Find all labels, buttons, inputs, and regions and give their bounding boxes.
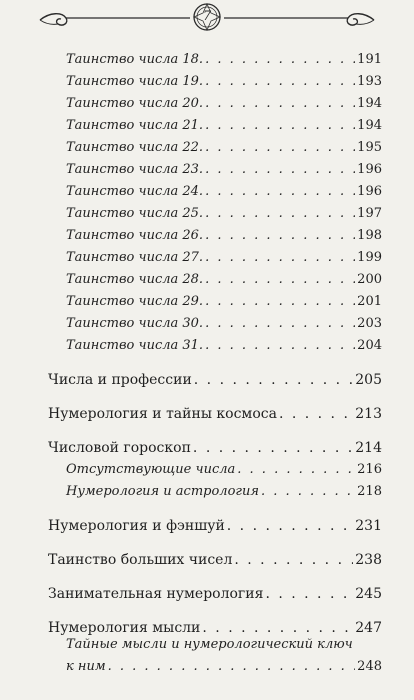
leader-dots [205,294,355,309]
leader-dots [205,118,355,133]
leader-dots [205,162,355,177]
leader-dots [205,206,355,221]
toc-entry-page: 214 [355,440,382,456]
toc-entry[interactable] [66,118,382,133]
toc-entry[interactable] [66,162,382,177]
toc-entry-title: Таинство числа 28. [66,272,204,287]
leader-dots [205,96,355,111]
toc-chapter-entry[interactable] [48,586,382,602]
leader-dots [227,518,353,534]
toc-entry-page: 231 [355,518,382,534]
leader-dots [205,74,355,89]
toc-entry[interactable] [66,659,382,674]
toc-entry[interactable] [66,316,382,331]
toc-entry-page: 218 [357,484,382,499]
toc-entry-page: 193 [357,74,382,89]
toc-entry[interactable] [66,250,382,265]
toc-entry-page: 203 [357,316,382,331]
page-number: 7 [202,9,212,24]
leader-dots [108,659,356,674]
toc-entry-title: Таинство числа 30. [66,316,204,331]
toc-entry-page: 205 [355,372,382,388]
toc-entry[interactable] [66,140,382,155]
toc-entry[interactable] [66,96,382,111]
leader-dots [194,372,353,388]
toc-entry-page: 204 [357,338,382,353]
toc-entry-title: Нумерология и тайны космоса [48,406,277,422]
toc-entry-page: 216 [357,462,382,477]
leader-dots [205,140,355,155]
toc-chapter-entry[interactable] [48,372,382,388]
page-header [0,0,414,44]
toc-entry-title-line2: к ним [66,659,106,674]
toc-entry-title: Таинство числа 31. [66,338,204,353]
toc-entry-title: Нумерология и астрология [66,484,259,499]
toc-entry-page: 201 [357,294,382,309]
leader-dots [205,316,355,331]
toc-entry-title: Числовой гороскоп [48,440,191,456]
toc-entry-title: Таинство больших чисел [48,552,233,568]
toc-entry-title: Занимательная нумерология [48,586,264,602]
toc-entry[interactable] [66,52,382,67]
toc-entry-page: 213 [355,406,382,422]
leader-dots [205,184,355,199]
toc-entry[interactable] [66,294,382,309]
toc-entry-page: 245 [355,586,382,602]
toc-entry-page: 196 [357,162,382,177]
toc-entry[interactable] [66,338,382,353]
leader-dots [193,440,353,456]
toc-entry-page: 200 [357,272,382,287]
toc-entry[interactable] [66,462,382,477]
toc-entry-page: 238 [355,552,382,568]
leader-dots [237,462,355,477]
toc-chapter-entry[interactable] [48,620,382,636]
toc-entry[interactable] [66,74,382,89]
toc-entry-title: Таинство числа 27. [66,250,204,265]
toc-entry[interactable] [66,484,382,499]
toc-entry-title: Отсутствующие числа [66,462,236,477]
leader-dots [265,586,353,602]
toc-entry[interactable] [66,272,382,287]
toc-entry-page: 247 [355,620,382,636]
toc-chapter-entry[interactable] [48,552,382,568]
toc-entry-title: Таинство числа 25. [66,206,204,221]
toc-entry-title: Таинство числа 18. [66,52,204,67]
toc-entry-page: 194 [357,96,382,111]
toc-chapter-entry[interactable] [48,518,382,534]
toc-entry-page: 198 [357,228,382,243]
toc-entry-title: Числа и профессии [48,372,192,388]
toc-entry[interactable] [66,228,382,243]
leader-dots [205,272,355,287]
toc-entry-title: Таинство числа 22. [66,140,204,155]
leader-dots [279,406,353,422]
toc-entry-title: Таинство числа 21. [66,118,204,133]
leader-dots [234,552,353,568]
toc-chapter-entry[interactable] [48,440,382,456]
leader-dots [205,250,355,265]
toc-entry-page: 196 [357,184,382,199]
toc-chapter-entry[interactable] [48,406,382,422]
leader-dots [205,338,355,353]
toc-entry-title: Таинство числа 29. [66,294,204,309]
leader-dots [205,228,355,243]
toc-entry-title-line1: Тайные мысли и нумерологический ключ [66,637,353,652]
toc-entry-page: 248 [357,659,382,674]
toc-entry-page: 195 [357,140,382,155]
toc-entry-title: Нумерология мысли [48,620,201,636]
toc-entry-page: 199 [357,250,382,265]
toc-entry-title: Таинство числа 20. [66,96,204,111]
toc-entry-page: 191 [357,52,382,67]
toc-entry-page: 194 [357,118,382,133]
toc-entry[interactable] [66,206,382,221]
toc-entry-title: Таинство числа 23. [66,162,204,177]
toc-entry-title: Таинство числа 26. [66,228,204,243]
toc-entry-title: Таинство числа 24. [66,184,204,199]
leader-dots [261,484,355,499]
toc-entry[interactable] [66,184,382,199]
toc-entry-title: Нумерология и фэншуй [48,518,225,534]
toc-entry-title: Таинство числа 19. [66,74,204,89]
toc-entry-page: 197 [357,206,382,221]
leader-dots [205,52,355,67]
leader-dots [202,620,353,636]
